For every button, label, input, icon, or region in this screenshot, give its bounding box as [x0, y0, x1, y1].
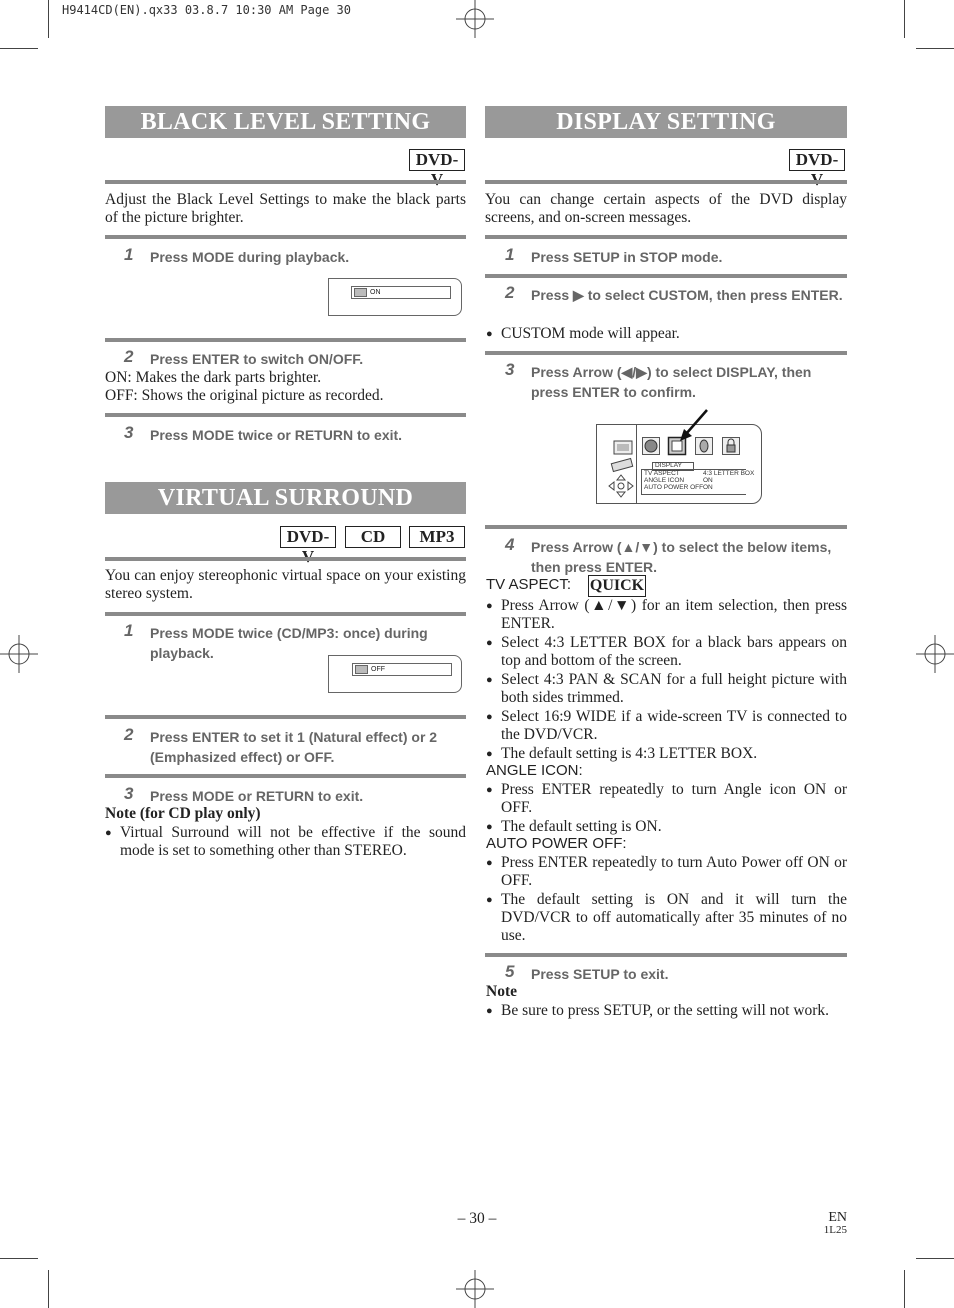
selection-arrow-icon — [676, 408, 712, 442]
black-level-title: BLACK LEVEL SETTING — [105, 106, 466, 138]
display-step-3 — [505, 360, 843, 402]
tv-aspect-bullet: ● Press Arrow (▲/▼) for an item selection, then press ENTER. — [486, 597, 847, 633]
angle-icon-bullet: ● Press ENTER repeatedly to turn Angle icon ON or OFF. — [486, 781, 847, 817]
cd-tag: CD — [345, 526, 401, 548]
display-step-1 — [505, 245, 843, 267]
display-note: ● Be sure to press SETUP, or the setting will not work. — [486, 1002, 847, 1020]
step-text: Press ▶ to select CUSTOM, then press ENTER. — [531, 287, 843, 303]
step-number: 3 — [505, 360, 515, 379]
globe-icon — [642, 437, 660, 455]
divider — [105, 557, 466, 561]
page-number: – 30 – — [457, 1210, 497, 1227]
virtual-surround-note: ● Virtual Surround will not be effective if the sound mode is set to something other than STEREO. — [105, 824, 466, 860]
dvd-v-tag: DVD- — [789, 149, 845, 171]
black-level-intro: Adjust the Black Level Settings to make the black parts of the picture brighter. — [105, 191, 466, 226]
step-number: 2 — [505, 283, 515, 302]
angle-icon-label: ANGLE ICON: — [486, 762, 583, 779]
divider — [105, 338, 466, 342]
dvd-v-tag: DVD- — [409, 149, 465, 171]
tv-aspect-label: TV ASPECT: — [486, 576, 572, 593]
surround-icon — [355, 665, 368, 674]
menu-row-value: 4:3 LETTER BOX — [703, 470, 755, 477]
divider — [105, 235, 466, 239]
divider — [105, 612, 466, 616]
step-text: Press MODE twice (CD/MP3: once) during playback. — [150, 625, 428, 661]
crop-mark — [904, 1270, 905, 1308]
divider — [485, 235, 847, 239]
dvd-v-tag: DVD- — [280, 526, 336, 548]
crop-mark — [48, 0, 49, 38]
angle-icon-bullet: ● The default setting is ON. — [486, 818, 847, 836]
lock-icon — [722, 437, 740, 455]
divider — [485, 180, 847, 184]
tv-icon — [613, 440, 635, 458]
step-number: 3 — [124, 784, 134, 803]
crop-mark — [0, 48, 38, 49]
tv-aspect-bullet: ● Select 16:9 WIDE if a wide-screen TV is connected to the DVD/VCR. — [486, 708, 847, 744]
black-level-desc-on: ON: Makes the dark parts brighter. — [105, 369, 322, 386]
auto-power-bullet: ● Press ENTER repeatedly to turn Auto Power off ON or OFF. — [486, 854, 847, 890]
document-code: 1L25 — [823, 1224, 847, 1236]
registration-mark-icon — [456, 1270, 494, 1308]
step-text: Press SETUP in STOP mode. — [531, 249, 723, 265]
divider — [105, 715, 466, 719]
step-text: Press Arrow (▲/▼) to select the below items, then press ENTER. — [531, 539, 832, 575]
black-level-desc-off: OFF: Shows the original picture as recorded. — [105, 387, 384, 404]
display-note-title: Note — [486, 983, 517, 1000]
mp3-tag: MP3 — [409, 526, 465, 548]
virtual-surround-intro: You can enjoy stereophonic virtual space on your existing stereo system. — [105, 567, 466, 602]
display-step-2 — [505, 283, 843, 305]
step-text: Press MODE twice or RETURN to exit. — [150, 427, 403, 443]
registration-mark-icon — [0, 635, 38, 673]
crop-mark — [0, 1258, 38, 1259]
step-number: 1 — [124, 621, 134, 640]
step-number: 4 — [505, 535, 515, 554]
step-text: Press MODE or RETURN to exit. — [150, 788, 364, 804]
registration-mark-icon — [456, 0, 494, 38]
virtual-surround-title: VIRTUAL SURROUND — [105, 482, 466, 514]
step-number: 2 — [124, 725, 134, 744]
menu-row-label: TV ASPECT — [644, 470, 680, 477]
divider — [485, 274, 847, 278]
crop-mark — [904, 0, 905, 38]
quick-tag: QUICK — [588, 575, 646, 597]
print-header: H9414CD(EN).qx33 03.8.7 10:30 AM Page 30 — [62, 3, 351, 17]
step-number: 3 — [124, 423, 134, 442]
custom-mode-note: ● CUSTOM mode will appear. — [486, 325, 847, 343]
tv-aspect-bullet: ● The default setting is 4:3 LETTER BOX. — [486, 745, 847, 763]
black-level-screen-value: ON — [370, 289, 381, 296]
black-level-step-1 — [124, 245, 460, 267]
display-step-4 — [505, 535, 843, 577]
divider — [485, 351, 847, 355]
step-text: Press MODE during playback. — [150, 249, 350, 265]
menu-row-value: ON — [703, 484, 713, 491]
registration-mark-icon — [916, 635, 954, 673]
divider — [485, 525, 847, 529]
black-level-osd-bar — [351, 286, 451, 299]
language-code: EN — [828, 1210, 847, 1225]
screen-left-divider — [636, 424, 637, 503]
tv-aspect-bullet: ● Select 4:3 LETTER BOX for a black bars appears on top and bottom of the screen. — [486, 634, 847, 670]
step-number: 1 — [505, 245, 515, 264]
remote-icon — [610, 458, 634, 472]
arrow-pad-icon — [606, 473, 636, 499]
virtual-surround-step-3 — [124, 784, 460, 806]
step-number: 1 — [124, 245, 134, 264]
virtual-surround-note-title: Note (for CD play only) — [105, 805, 261, 822]
black-level-step-3 — [124, 423, 460, 445]
virtual-surround-screen-value: OFF — [371, 666, 385, 673]
step-text: Press ENTER to switch ON/OFF. — [150, 351, 364, 367]
menu-row-label: ANGLE ICON — [644, 477, 685, 484]
display-setting-title: DISPLAY SETTING — [485, 106, 847, 138]
black-level-step-2 — [124, 347, 460, 369]
black-level-icon — [354, 288, 367, 297]
auto-power-label: AUTO POWER OFF: — [486, 835, 627, 852]
step-text: Press SETUP to exit. — [531, 966, 669, 982]
tv-aspect-bullet: ● Select 4:3 PAN & SCAN for a full height picture with both sides trimmed. — [486, 671, 847, 707]
menu-title: DISPLAY — [655, 462, 682, 469]
step-text: Press ENTER to set it 1 (Natural effect) or 2 (Emphasized effect) or OFF. — [150, 729, 438, 765]
divider — [105, 413, 466, 417]
divider — [105, 774, 466, 778]
virtual-surround-step-2 — [124, 725, 462, 767]
auto-power-bullet: ● The default setting is ON and it will turn the DVD/VCR to off automatically after 35 minutes of no use. — [486, 891, 847, 945]
display-setting-intro: You can change certain aspects of the DVD display screens, and on-screen messages. — [485, 191, 847, 226]
virtual-surround-osd-bar — [352, 663, 452, 676]
crop-mark — [916, 48, 954, 49]
step-number: 2 — [124, 347, 134, 366]
divider — [105, 180, 466, 184]
step-text: Press Arrow (◀/▶) to select DISPLAY, then press ENTER to confirm. — [531, 364, 812, 400]
display-step-5 — [505, 962, 843, 984]
crop-mark — [916, 1258, 954, 1259]
divider — [485, 953, 847, 957]
step-number: 5 — [505, 962, 515, 981]
crop-mark — [48, 1270, 49, 1308]
menu-row-value: ON — [703, 477, 713, 484]
menu-row-label: AUTO POWER OFF — [644, 484, 704, 491]
